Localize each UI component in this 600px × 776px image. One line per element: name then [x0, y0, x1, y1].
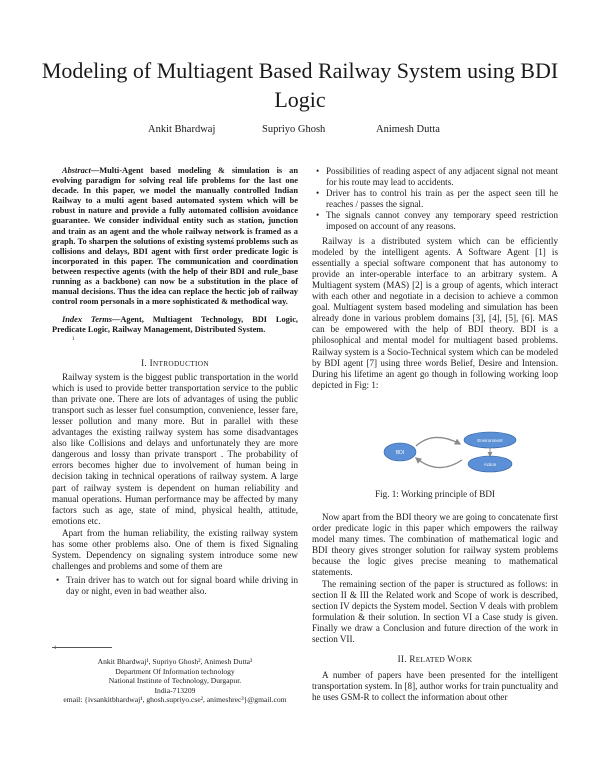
bdi-diagram: [312, 424, 558, 484]
section-number: II.: [397, 654, 407, 665]
paper-title: Modeling of Multiagent Based Railway System using BDI Logic: [41, 58, 559, 112]
figure-bdi-loop: [312, 424, 558, 502]
section-heading-related-work: [312, 654, 558, 665]
section-title-rest: ELATED: [415, 655, 448, 665]
index-terms-text: Agent, Multiagent Technology, BDI Logic, Predicate Logic, Railway Management, Distributed System.: [52, 315, 298, 335]
author-list: [0, 124, 600, 140]
node-action-label: Action: [483, 462, 497, 467]
footnote-institute: National Institute of Technology, Durgapur.: [108, 676, 242, 686]
footnote-email: email: {ivsankitbhardwaj¹, ghosh.supriyo.cse², animeshrec³}@gmail.com: [63, 695, 287, 705]
intro-paragraph-1: Railway system is the biggest public transportation in the world which is used to provide better transportation service to the public than private one. There are lots of advantages of using the public transport such as lesser fuel consumption, convenience, lesser fare, lesser pollution and many more. But in parallel with these advantages the existing railway system has some disadvantages also like Collisions and delays and unfortunately they are more dangerous and lossy than private transport . The probability of errors becomes higher due to involvement of human being in decision taking in technical operations of railway system. A large part of railway system is dependent on human reliability and manual operations. Human performance may be affected by many factors such as age, state of mind, physical health, attitude, emotions etc.: [52, 371, 298, 526]
abstract-label: Abstract: [62, 166, 91, 175]
section-heading-introduction: [52, 358, 298, 369]
section-title-rest: NTRODUCTION: [152, 358, 209, 368]
abstract: [52, 166, 298, 307]
author-footnote: [52, 657, 298, 705]
author-2: Supriyo Ghosh: [262, 124, 326, 135]
abstract-dash: —: [90, 166, 100, 175]
footnote-authors: Ankit Bhardwaj¹, Supriyo Ghosh², Animesh Dutta³: [97, 657, 253, 666]
footnote-department: Department Of Information technology: [115, 666, 235, 676]
left-column: [52, 166, 298, 597]
arrow-bdi-to-environment: [416, 437, 460, 446]
section-title-initial: I: [149, 357, 153, 368]
figure-caption: Fig. 1: Working principle of BDI: [375, 489, 495, 499]
index-terms-dash: —: [111, 315, 121, 325]
node-environment-label: Environment: [477, 438, 503, 443]
signal-problems-list-right: [312, 166, 558, 233]
node-bdi-label: BDI: [395, 450, 405, 456]
signal-problems-list-left: [52, 575, 298, 597]
section-title-initial-2: W: [447, 654, 457, 665]
section-title-initial: R: [409, 654, 416, 665]
section-title-rest-2: ORK: [456, 655, 473, 665]
intro-paragraph-5: The remaining section of the paper is structured as follows: in section II & III the Related work and Scope of work is described, section IV depicts the System model. Section V deals with problem formulation & their solution. In section VI a Case study is given. Finally we draw a Conclusion and future direction of the work in section VII.: [312, 578, 558, 645]
intro-paragraph-2: Apart from the human reliability, the existing railway system has some other problems also. One of them is fixed Signaling System. Dependency on signaling system introduce some new challenges and problems and some of them are: [52, 527, 298, 572]
intro-paragraph-4: Now apart from the BDI theory we are going to concatenate first order predicate logic in this paper which empowers the railway model many times. The combination of mathematical logic and BDI theory gives stronger solution for railway system problems because the logic gives precise meaning to mathematical statements.: [312, 512, 558, 578]
footnote-postcode: India-713209: [154, 685, 196, 695]
footnote-marker: 1: [72, 336, 75, 342]
section-number: I.: [141, 357, 147, 368]
intro-paragraph-3: Railway is a distributed system which can be efficiently modeled by the intelligent agents. A Software Agent [1] is essentially a special software component that has autonomy to provide an inter-operable interface to an arbitrary system. A Multiagent system (MAS) [2] is a group of agents, which interact with each other and negotiate in a decision to achieve a common goal. Multiagent system based modeling and simulation has been already done in various problem domains [3], [4], [5], [6]. MAS can be empowered with the help of BDI theory. BDI is a philosophical and mental model for multiagent based problems. Railway system is a Socio-Technical system which can be modeled by BDI agent [7] using three words Belief, Desire and Intension. During his lifetime an agent go though in following working loop depicted in Fig: 1:: [312, 235, 558, 390]
footnote-reference-marker: 1: [54, 646, 57, 651]
list-item: • Possibilities of reading aspect of any adjacent signal not meant for his route may lead to accidents.: [312, 166, 558, 188]
index-terms-label: Index Terms: [62, 315, 112, 325]
author-3: Animesh Dutta: [376, 124, 440, 135]
right-column: [312, 166, 558, 391]
footnote-divider: [52, 647, 112, 648]
list-item: • Driver has to control his train as per the aspect seen till he reaches / passes the signal.: [312, 188, 558, 210]
arrow-action-to-bdi: [416, 458, 462, 468]
right-column-lower: [312, 512, 558, 704]
related-work-paragraph-1: A number of papers have been presented for the intelligent transportation system. In [8], author works for train punctuality and he uses GSM-R to collect the information about other: [312, 670, 558, 703]
list-item: • The signals cannot convey any temporary speed restriction imposed on account of any reasons.: [312, 210, 558, 232]
author-1: Ankit Bhardwaj: [148, 124, 216, 135]
index-terms: [52, 315, 298, 335]
list-item: • Train driver has to watch out for signal board while driving in day or night, even in bad weather also.: [52, 575, 298, 597]
abstract-text: Multi-Agent based modeling & simulation is an evolving paradigm for solving real life problems for the last one decade. In this paper, we model the manually controlled Indian Railway to a multi agent based automated system which will be robust in nature and provide a fully automated collision avoidance guarantee. We consider individual entity such as station, junction and train as an agent and the whole railway network is framed as a graph. To sharpen the solutions of existing systemś problems such as collisions and delays, BDI agent with first order predicate logic is incorporated in this paper. The communication and coordination between respective agents (with the help of their BDI and rule_base running as a backbone) can now be a substitution in the place of manual decisions. Thus the idea can replace the hectic job of railway control room personals in a more sophisticated & methodical way.: [52, 166, 298, 307]
